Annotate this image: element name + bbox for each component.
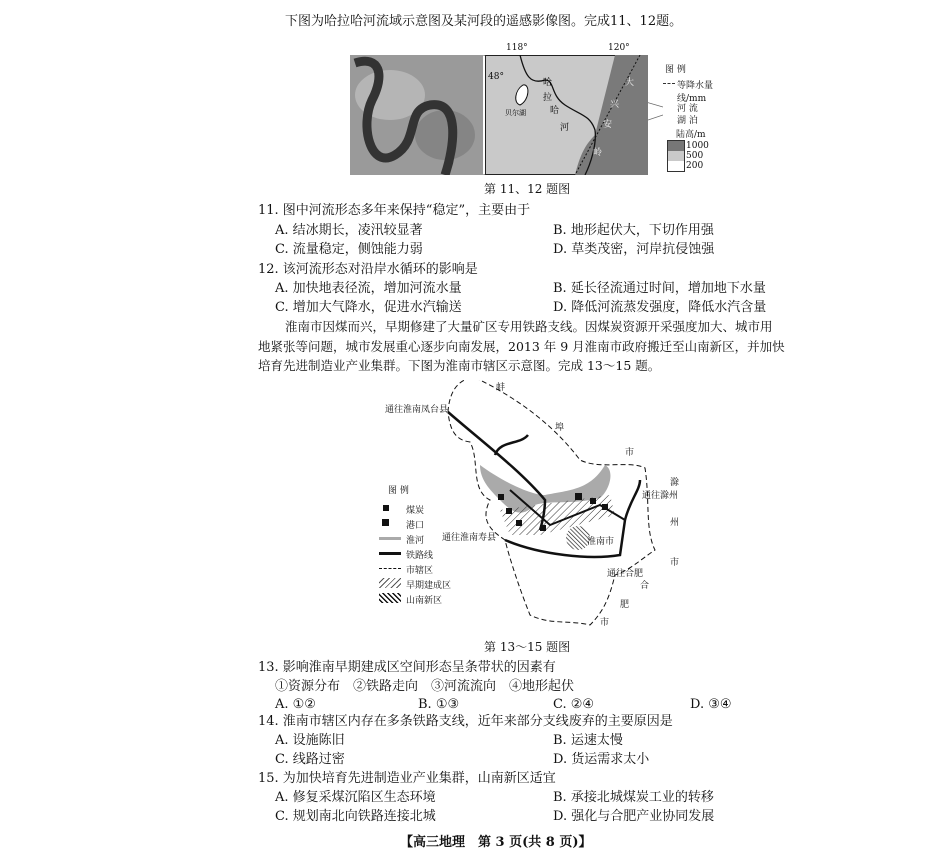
exam-page: 下图为哈拉哈河流域示意图及某河段的遥感影像图。完成11、12题。 哈 拉 哈 河 贝尔湖 大 兴 安 岭 118° 120° 48° 图 例 等降水量线/mm 河 流 湖 泊 陆高/m 1000 500 200 第 11、12 题图 11. 图中河流形态多年来保持“稳定”，主要由于 A. 结冰期长，凌汛较显著 B. 地形起伏大，下切作用强 C. 流量稳定，侧蚀能力弱 D. 草类茂密，河岸抗侵蚀强 12. 该河流形态对沿岸水循环的影响是 A. 加快地表径流，增加河流水量 B. 延长径流通过时间，增加地下水量 C. 增加大气降水，促进水汽输送 D. 降低河流蒸发强度，降低水汽含量 淮南市因煤而兴，早期修建了大量矿区专用铁路支线。因煤炭资源开采强度加大、城市用 地紧张等问题，城市发展重心逐步向南发展，2013 年 9 月淮南市政府搬迁至山南新区，并加快 培育先进制造业产业集群。下图为淮南市辖区示意图。完成 13～15 题。 蚌 埠 市 滁 州 市 合 肥 市 通往淮南凤台县 通往淮南寿县 通往滁州 通往合肥 淮南市 图 例 煤炭 港口 淮河 铁路线 市辖区 早期建成区 山南新区 第 13～15 题图 13. 影响淮南早期建成区空间形态呈条带状的因素有 ①资源分布 ②铁路走向 ③河流流向 ④地形起伏 A. ①② B. ①③ C. ②④ D. ③④ 14. 淮南市辖区内存在多条铁路支线，近年来部分支线废弃的主要原因是 A. 设施陈旧 B. 运速太慢 C. 线路过密 D. 货运需求太小 15. 为加快培育先进制造业产业集群，山南新区适宜 A. 修复采煤沉陷区生态环境 B. 承接北城煤炭工业的转移 C. 规划南北向铁路连接北城 D. 强化与合肥产业协同发展 【高三地理 第 3 页(共 8 页)】 <box>0 0 950 863</box>
q11-option-b: B. 地形起伏大，下切作用强 <box>553 223 714 238</box>
q13-stem: 13. 影响淮南早期建成区空间形态呈条带状的因素有 <box>258 660 556 675</box>
svg-text:河: 河 <box>560 123 570 133</box>
q15-option-b: B. 承接北城煤炭工业的转移 <box>553 790 714 805</box>
shannan-new-district-icon <box>379 593 401 603</box>
q11-option-d: D. 草类茂密，河岸抗侵蚀强 <box>553 242 715 257</box>
q14-stem: 14. 淮南市辖区内存在多条铁路支线，近年来部分支线废弃的主要原因是 <box>258 714 673 729</box>
q14-option-a: A. 设施陈旧 <box>275 733 345 748</box>
huai-river-icon <box>379 537 401 540</box>
label-bengbu-1: 蚌 <box>496 383 506 393</box>
label-hefei-1: 合 <box>640 581 650 591</box>
q15-option-c: C. 规划南北向铁路连接北城 <box>275 809 436 824</box>
q11-option-a: A. 结冰期长，凌汛较显著 <box>275 223 423 238</box>
q11-stem: 11. 图中河流形态多年来保持“稳定”，主要由于 <box>258 203 531 218</box>
svg-text:哈: 哈 <box>543 78 553 88</box>
q12-option-a: A. 加快地表径流，增加河流水量 <box>275 281 462 296</box>
label-to-chuzhou: 通往滁州 <box>642 491 679 501</box>
svg-text:贝尔湖: 贝尔湖 <box>505 109 526 117</box>
elevation-scale <box>667 140 685 172</box>
svg-text:大: 大 <box>625 78 635 88</box>
label-huainan-city: 淮南市 <box>587 537 615 547</box>
label-chuzhou-3: 市 <box>670 558 680 568</box>
svg-text:哈: 哈 <box>550 106 560 116</box>
q12-option-b: B. 延长径流通过时间，增加地下水量 <box>553 281 766 296</box>
q15-stem: 15. 为加快培育先进制造业产业集群，山南新区适宜 <box>258 771 556 786</box>
label-fengtai: 通往淮南凤台县 <box>385 405 449 415</box>
label-hefei-3: 市 <box>600 618 610 628</box>
label-bengbu-2: 埠 <box>555 423 565 433</box>
svg-text:兴: 兴 <box>610 100 620 110</box>
intro-13-15-line1: 淮南市因煤而兴，早期修建了大量矿区专用铁路支线。因煤炭资源开采强度加大、城市用 <box>285 319 773 334</box>
lon-118: 118° <box>506 43 528 53</box>
intro-11-12: 下图为哈拉哈河流域示意图及某河段的遥感影像图。完成11、12题。 <box>285 14 683 29</box>
svg-text:岭: 岭 <box>593 148 603 158</box>
lat-48: 48° <box>488 72 504 82</box>
q15-option-a: A. 修复采煤沉陷区生态环境 <box>275 790 436 805</box>
q11-option-c: C. 流量稳定，侧蚀能力弱 <box>275 242 423 257</box>
early-built-area-icon <box>379 578 401 588</box>
label-to-hefei: 通往合肥 <box>607 569 644 579</box>
label-hefei-2: 肥 <box>620 600 630 610</box>
page-footer: 【高三地理 第 3 页(共 8 页)】 <box>400 835 592 850</box>
q14-option-d: D. 货运需求太小 <box>553 752 650 767</box>
halaha-basin-map <box>485 55 648 175</box>
q13-option-c: C. ②④ <box>553 697 595 712</box>
q14-option-c: C. 线路过密 <box>275 752 345 767</box>
caption-13-15: 第 13～15 题图 <box>484 640 571 654</box>
intro-13-15-line3: 培育先进制造业产业集群。下图为淮南市辖区示意图。完成 13～15 题。 <box>258 358 661 373</box>
q13-option-b: B. ①③ <box>418 697 460 712</box>
label-bengbu-3: 市 <box>625 448 635 458</box>
q12-option-d: D. 降低河流蒸发强度，降低水汽含量 <box>553 300 767 315</box>
q13-items: ①资源分布 ②铁路走向 ③河流流向 ④地形起伏 <box>275 679 575 694</box>
port-marker <box>575 493 582 500</box>
caption-11-12: 第 11、12 题图 <box>484 182 571 196</box>
svg-text:拉: 拉 <box>543 93 553 103</box>
label-chuzhou-1: 滁 <box>670 478 680 488</box>
q12-option-c: C. 增加大气降水，促进水汽输送 <box>275 300 462 315</box>
q14-option-b: B. 运速太慢 <box>553 733 623 748</box>
q12-stem: 12. 该河流形态对沿岸水循环的影响是 <box>258 262 478 277</box>
intro-13-15-line2: 地紧张等问题，城市发展重心逐步向南发展，2013 年 9 月淮南市政府搬迁至山南新区，并加快 <box>258 339 785 354</box>
svg-text:安: 安 <box>603 120 613 130</box>
satellite-image <box>350 55 483 175</box>
lon-120: 120° <box>608 43 630 53</box>
port-icon <box>382 519 389 526</box>
q15-option-d: D. 强化与合肥产业协同发展 <box>553 809 715 824</box>
coal-icon <box>383 505 389 511</box>
label-shouxian: 通往淮南寿县 <box>442 533 497 543</box>
railway-icon <box>379 552 401 555</box>
district-boundary-icon <box>379 568 401 569</box>
q13-option-a: A. ①② <box>275 697 316 712</box>
label-chuzhou-2: 州 <box>670 518 680 528</box>
q13-option-d: D. ③④ <box>690 697 732 712</box>
